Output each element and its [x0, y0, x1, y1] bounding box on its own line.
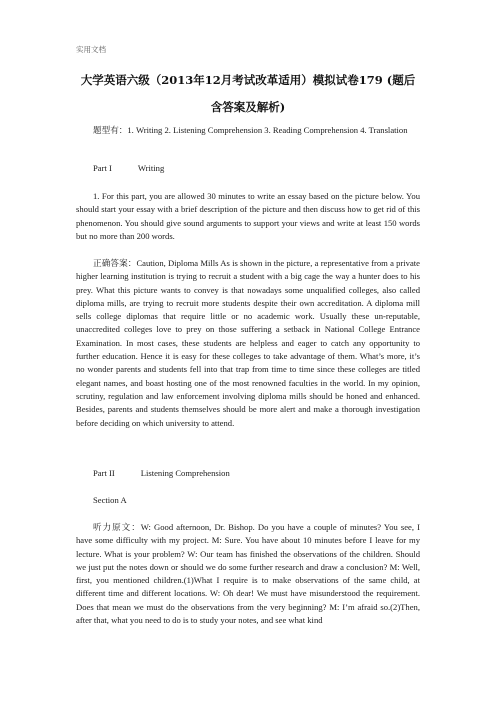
page-header-label: 实用文档 — [76, 45, 106, 54]
part2-title: Listening Comprehension — [140, 468, 230, 478]
section-a-heading: Section A — [93, 495, 127, 505]
question-types: 题型有：1. Writing 2. Listening Comprehension 3. Reading Comprehension 4. Translation — [93, 125, 408, 135]
part2-heading — [93, 468, 230, 478]
writing-question: 1. For this part, you are allowed 30 minutes to write an essay based on the picture below. You should start your essay with a brief description of the picture and then discuss how to get rid of this phenomenon. You should give sound arguments to support your views and write at least 150 words but no more than 200 words. — [76, 191, 420, 241]
listening-transcript: 听力原文：W: Good afternoon, Dr. Bishop. Do you have a couple of minutes? You see, I have some difficulty with my project. M: Sure. You have about 10 minutes before I leave for my lecture. What is your problem? W: Our team has finished the observations of the children. Should we just put the notes down or should we do some further research and draw a conclusion? M: Well, first, you mentioned children.(1)What I require is to make observations of the same child, at different time and different locations. W: Oh dear! We must have misunderstood the requirement. Does that mean we must do the observations from the very beginning? M: I’m afraid so.(2)Then, after that, what you need to do is to study your notes, and see what kind — [76, 522, 420, 626]
part1-heading — [93, 163, 164, 173]
writing-answer: 正确答案：Caution, Diploma Mills As is shown in the picture, a representative from a private higher learning institution is trying to recruit a student with a big cage the way a hunter does to his prey. What this picture wants to convey is that nowadays some unqualified colleges, also called diploma mills, are trying to recruit more students despite their own accreditation. A diploma mill sells college diplomas that require little or no academic work. Usually these un-reputable, unaccredited colleges love to prey on those suffering a setback in National College Entrance Examination. In most cases, these students are helpless and eager to catch any opportunity to further education. Hence it is easy for these colleges to take advantage of them. What’s more, it’s no wonder parents and students fell into that trap from time to time since these colleges are titled elegant names, and boast hosting one of the most renowned faculties in the world. In my opinion, scrutiny, regulation and law enforcement involving diploma mills should be honed and enhanced. Besides, parents and students themselves should be more alert and make a thorough investigation before deciding on which university to attend. — [76, 258, 420, 428]
part2-name: Part II — [93, 468, 115, 478]
part1-name: Part I — [93, 163, 112, 173]
document-title: 大学英语六级（2013年12月考试改革适用）模拟试卷179 (题后含答案及解析) — [80, 73, 416, 114]
part1-title: Writing — [137, 163, 165, 173]
